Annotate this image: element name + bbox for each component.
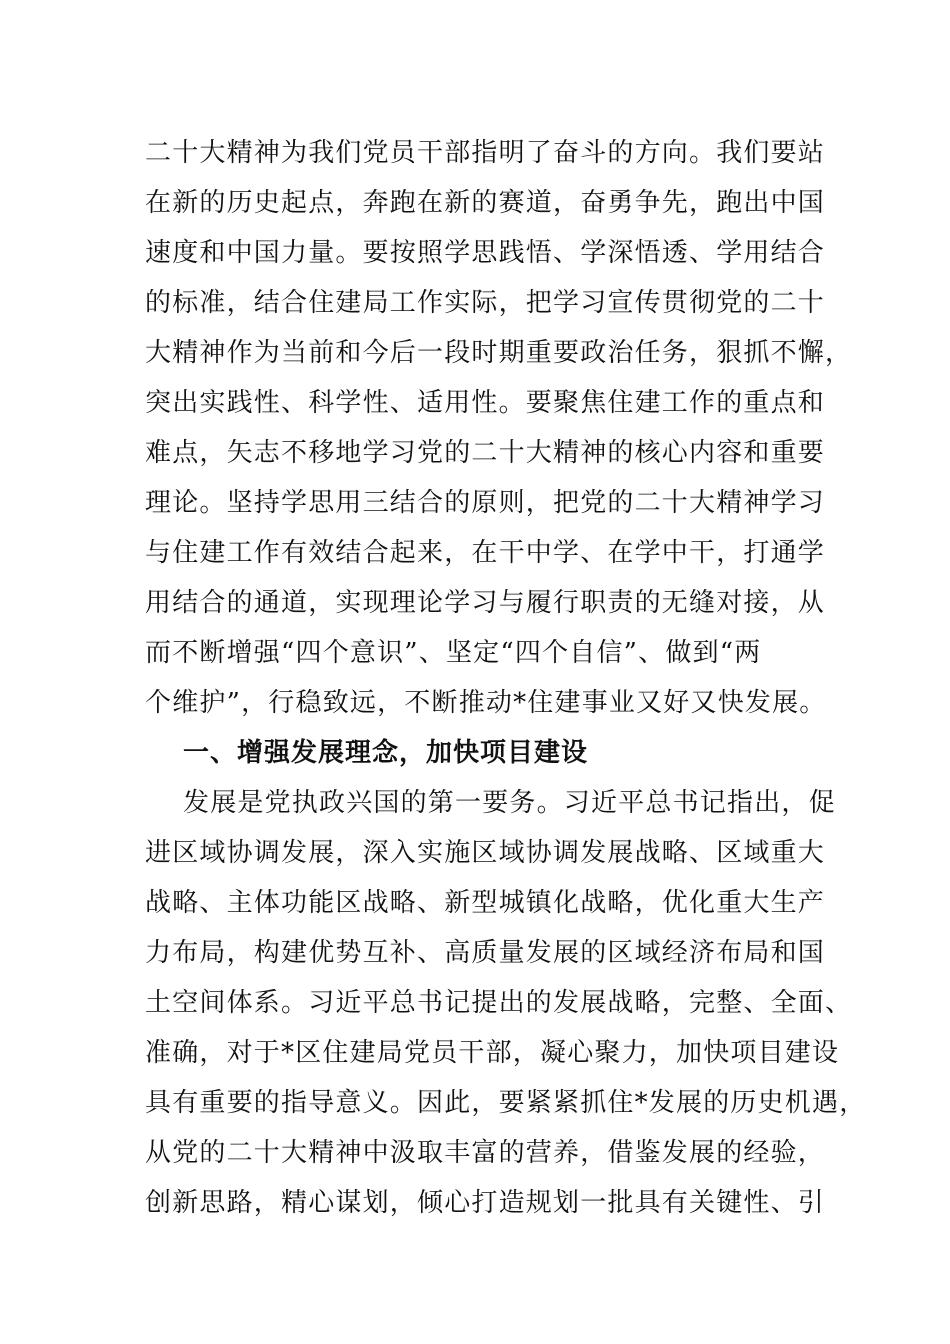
paragraph-line: 大精神作为当前和今后一段时期重要政治任务，狠抓不懈，: [145, 338, 853, 368]
document-body: [145, 128, 867, 1228]
paragraph-line: 个维护”，行稳致远，不断推动*住建事业又好又快发展。: [145, 688, 827, 718]
paragraph-line: 突出实践性、科学性、适用性。要聚焦住建工作的重点和: [145, 388, 826, 418]
paragraph-line: 从党的二十大精神中汲取丰富的营养，借鉴发展的经验，: [145, 1138, 826, 1168]
paragraph-line: 战略、主体功能区战略、新型城镇化战略，优化重大生产: [145, 888, 826, 918]
paragraph-line: 进区域协调发展，深入实施区域协调发展战略、区域重大: [145, 838, 826, 868]
paragraph-line: 与住建工作有效结合起来，在干中学、在学中干，打通学: [145, 538, 826, 568]
paragraph-line: 而不断增强“四个意识”、坚定“四个自信”、做到“两: [145, 638, 762, 668]
paragraph-line: 用结合的通道，实现理论学习与履行职责的无缝对接，从: [145, 588, 826, 618]
paragraph-line: 在新的历史起点，奔跑在新的赛道，奋勇争先，跑出中国: [145, 188, 826, 218]
paragraph-line: 土空间体系。习近平总书记提出的发展战略，完整、全面、: [145, 988, 853, 1018]
paragraph-line: 难点，矢志不移地学习党的二十大精神的核心内容和重要: [145, 438, 826, 468]
paragraph-line: 力布局，构建优势互补、高质量发展的区域经济布局和国: [145, 938, 826, 968]
paragraph-line: 具有重要的指导意义。因此，要紧紧抓住*发展的历史机遇，: [145, 1088, 867, 1118]
section-heading: 一、增强发展理念，加快项目建设: [183, 738, 589, 768]
paragraph-1: [145, 128, 853, 728]
paragraph-line: 发展是党执政兴国的第一要务。习近平总书记指出，促: [183, 788, 836, 818]
paragraph-line: 准确，对于*区住建局党员干部，凝心聚力，加快项目建设: [145, 1038, 840, 1068]
paragraph-2: [145, 778, 867, 1228]
paragraph-line: 理论。坚持学思用三结合的原则，把党的二十大精神学习: [145, 488, 826, 518]
paragraph-line: 创新思路，精心谋划，倾心打造规划一批具有关键性、引: [145, 1188, 826, 1218]
paragraph-line: 速度和中国力量。要按照学思践悟、学深悟透、学用结合: [145, 238, 826, 268]
paragraph-line: 二十大精神为我们党员干部指明了奋斗的方向。我们要站: [145, 138, 826, 168]
paragraph-line: 的标准，结合住建局工作实际，把学习宣传贯彻党的二十: [145, 288, 826, 318]
